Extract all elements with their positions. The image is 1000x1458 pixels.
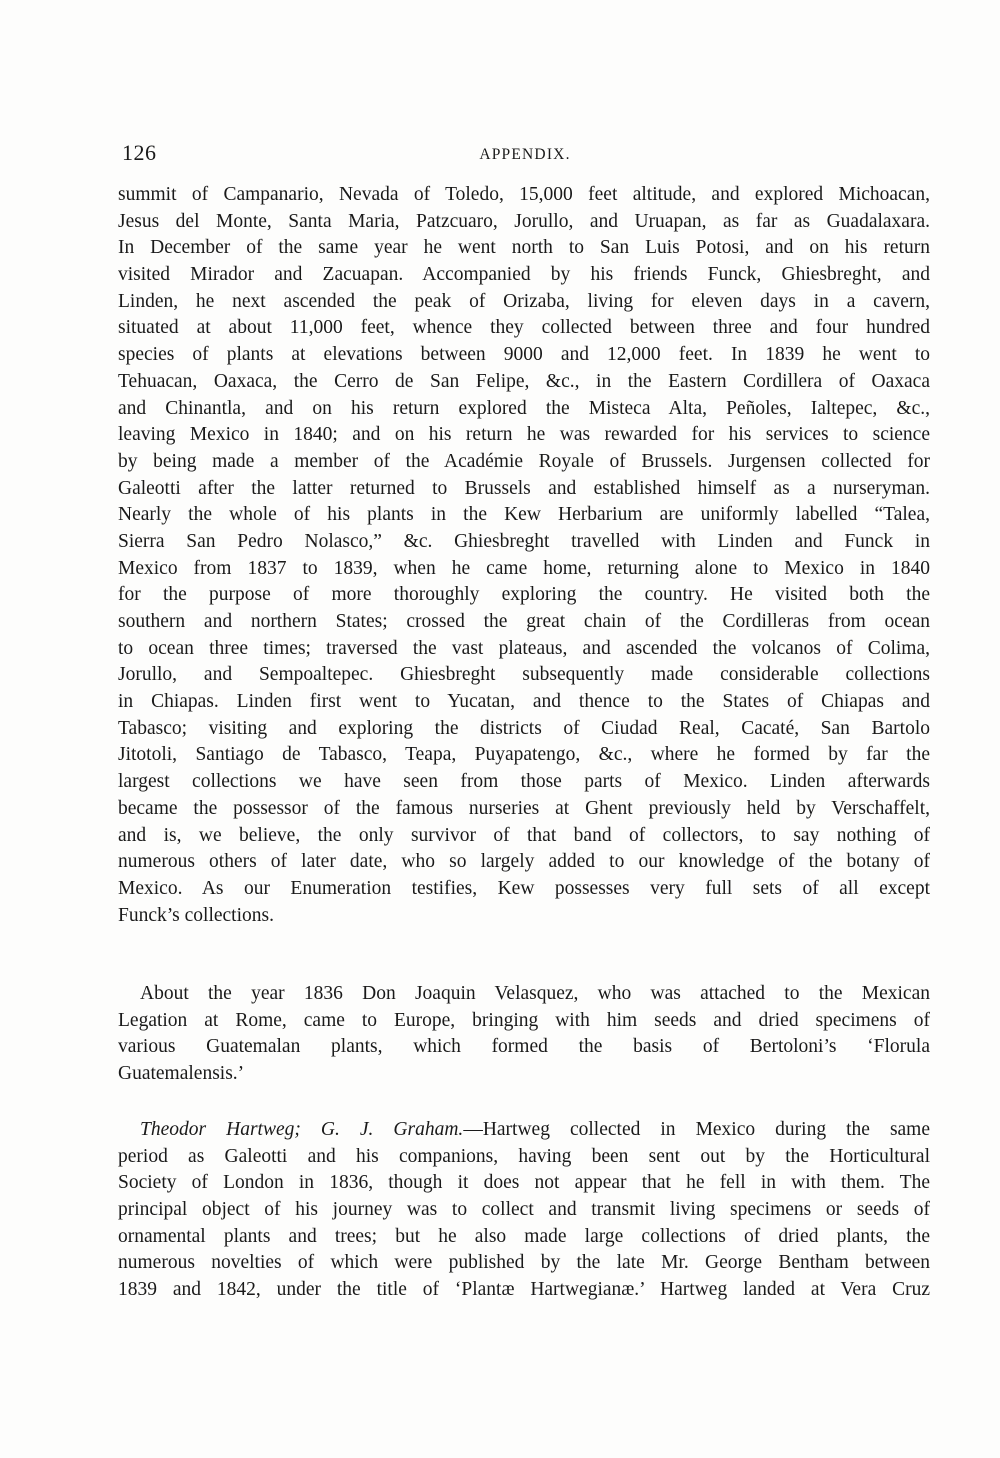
- text-line: in Chiapas. Linden first went to Yucatan, and thence to the States of Chiapas and: [118, 691, 930, 713]
- section-heading: Theodor Hartweg; G. J. Graham.: [140, 1119, 464, 1140]
- text-line: Jorullo, and Sempoaltepec. Ghiesbreght subsequently made considerable collections: [118, 664, 930, 686]
- text-line: summit of Campanario, Nevada of Toledo, 15,000 feet altitude, and explored Michoacan,: [118, 184, 930, 205]
- text-line: principal object of his journey was to collect and transmit living specimens or seeds of: [118, 1199, 930, 1221]
- text-line: About the year 1836 Don Joaquin Velasquez, who was attached to the Mexican: [140, 983, 930, 1004]
- text-line: numerous others of later date, who so largely added to our knowledge of the botany of: [118, 851, 930, 873]
- paragraph-2: [118, 981, 930, 1088]
- text-line: leaving Mexico in 1840; and on his return he was rewarded for his services to science: [118, 424, 930, 446]
- text-line: species of plants at elevations between 9000 and 12,000 feet. In 1839 he went to: [118, 344, 930, 366]
- text-line: Jitotoli, Santiago de Tabasco, Teapa, Puyapatengo, &c., where he formed by far the: [118, 744, 930, 766]
- text-line: numerous novelties of which were published by the late Mr. George Bentham between: [118, 1252, 930, 1274]
- paragraph-3: [118, 1117, 930, 1304]
- text-line: Sierra San Pedro Nolasco,” &c. Ghiesbreght travelled with Linden and Funck in: [118, 530, 930, 552]
- text-line: and Chinantla, and on his return explored the Misteca Alta, Peñoles, Ialtepec, &c.,: [118, 397, 930, 419]
- text-line: Legation at Rome, came to Europe, bringing with him seeds and dried specimens of: [118, 1009, 930, 1031]
- text-line: largest collections we have seen from those parts of Mexico. Linden afterwards: [118, 771, 930, 793]
- page-number: 126: [122, 140, 157, 165]
- text-line: Jesus del Monte, Santa Maria, Patzcuaro, Jorullo, and Uruapan, as far as Guadalaxara.: [118, 210, 930, 232]
- text-line: and is, we believe, the only survivor of that band of collectors, to say nothing of: [118, 824, 930, 846]
- text-line: Mexico. As our Enumeration testifies, Kew possesses very full sets of all except: [118, 877, 930, 899]
- text-line: period as Galeotti and his companions, having been sent out by the Horticultural: [118, 1145, 930, 1167]
- text-line: various Guatemalan plants, which formed the basis of Bertoloni’s ‘Florula: [118, 1036, 930, 1058]
- running-title: APPENDIX.: [479, 146, 571, 163]
- text-line: visited Mirador and Zacuapan. Accompanied by his friends Funck, Ghiesbreght, and: [118, 264, 930, 286]
- running-head: [122, 140, 928, 172]
- text-line: southern and northern States; crossed the great chain of the Cordilleras from ocean: [118, 611, 930, 632]
- paragraph-1: [118, 182, 930, 929]
- text-line: Society of London in 1836, though it does not appear that he fell in with them. The: [118, 1172, 930, 1194]
- text-line: Linden, he next ascended the peak of Orizaba, living for eleven days in a cavern,: [118, 290, 930, 312]
- text-line: Nearly the whole of his plants in the Kew Herbarium are uniformly labelled “Talea,: [118, 504, 930, 526]
- text-line: by being made a member of the Académie Royale of Brussels. Jurgensen collected for: [118, 450, 930, 472]
- text-line: Guatemalensis.’: [118, 1063, 245, 1085]
- text-line: [118, 1117, 930, 1144]
- text-line: Galeotti after the latter returned to Brussels and established himself as a nurseryman.: [118, 477, 930, 499]
- text-line: to ocean three times; traversed the vast plateaus, and ascended the volcanos of Colima,: [118, 637, 930, 659]
- text-line: Mexico from 1837 to 1839, when he came home, returning alone to Mexico in 1840: [118, 557, 930, 579]
- heading-continuation: —Hartweg collected in Mexico during the same: [463, 1119, 931, 1140]
- text-line: In December of the same year he went north to San Luis Potosi, and on his return: [118, 237, 930, 259]
- text-line: ornamental plants and trees; but he also made large collections of dried plants, the: [118, 1225, 930, 1247]
- text-line: became the possessor of the famous nurseries at Ghent previously held by Verschaffelt,: [118, 797, 930, 819]
- text-line: Tehuacan, Oaxaca, the Cerro de San Felipe, &c., in the Eastern Cordillera of Oaxaca: [118, 370, 930, 392]
- text-line: situated at about 11,000 feet, whence they collected between three and four hundred: [118, 317, 930, 339]
- text-line: for the purpose of more thoroughly exploring the country. He visited both the: [118, 584, 930, 606]
- text-line: 1839 and 1842, under the title of ‘Plantæ Hartwegianæ.’ Hartweg landed at Vera Cruz: [118, 1279, 930, 1301]
- text-line: Tabasco; visiting and exploring the districts of Ciudad Real, Cacaté, San Bartolo: [118, 717, 930, 739]
- text-line: Funck’s collections.: [118, 904, 274, 926]
